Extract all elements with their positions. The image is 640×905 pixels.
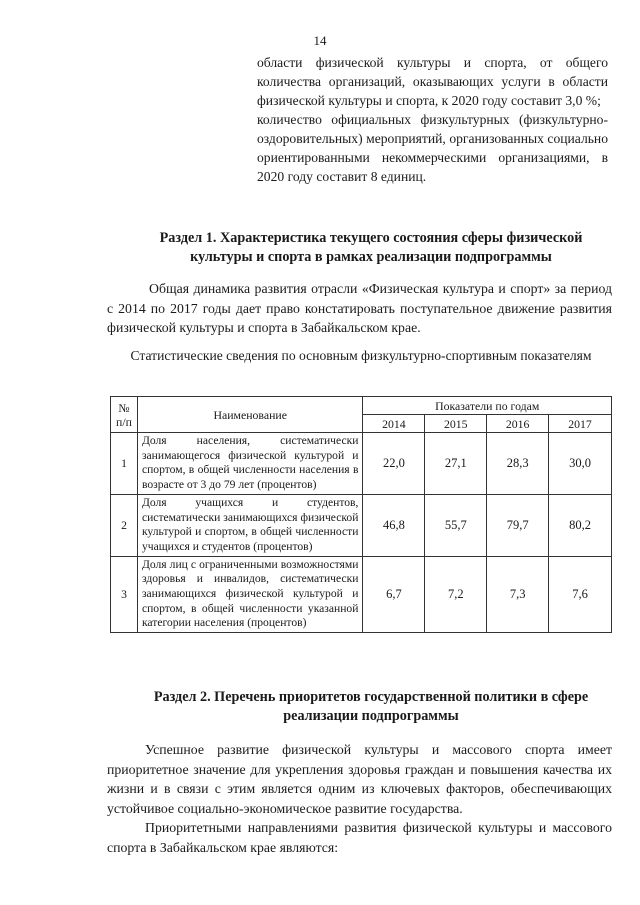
- row-value: 55,7: [425, 494, 487, 556]
- row-value: 6,7: [363, 556, 425, 633]
- table-row: [111, 556, 612, 633]
- statistics-table: [110, 396, 612, 633]
- section-2-paragraph-1: Успешное развитие физической культуры и массового спорта имеет приоритетное значение для укрепления здоровья граждан и повышения качества их жизни и в связи с этим является одним из ключевых факторов, обеспечивающих устойчивое социально-экономическое развитие государства.: [107, 742, 612, 816]
- row-num: 2: [111, 494, 138, 556]
- header-year: 2014: [363, 415, 425, 433]
- row-value: 80,2: [549, 494, 612, 556]
- row-value: 28,3: [487, 433, 549, 495]
- section-2-paragraph-2: Приоритетными направлениями развития физической культуры и массового спорта в Забайкальском крае являются:: [107, 820, 612, 855]
- row-name: Доля учащихся и студентов, систематически занимающихся физической культурой и спортом, в общей численности учащихся и студентов (процентов): [137, 494, 362, 556]
- table-row: [111, 494, 612, 556]
- row-value: 22,0: [363, 433, 425, 495]
- header-year: 2017: [549, 415, 612, 433]
- header-years-group: Показатели по годам: [363, 397, 612, 415]
- row-value: 27,1: [425, 433, 487, 495]
- section-2-heading: Раздел 2. Перечень приоритетов государственной политики в сфере реализации подпрограммы: [153, 689, 589, 724]
- bullet-item-2: количество официальных физкультурных (физкультурно-оздоровительных) мероприятий, организованных социально ориентированными некоммерческими организациями, в 2020 году составит 8 единиц.: [257, 112, 608, 184]
- section-1-paragraph: Общая динамика развития отрасли «Физическая культура и спорт» за период с 2014 по 2017 годы дает право констатировать поступательное движение развития физической культуры и спорта в Забайкальском крае.: [107, 281, 612, 335]
- table-caption: Статистические сведения по основным физкультурно-спортивным показателям: [130, 348, 592, 363]
- row-name: Доля лиц с ограниченными возможностями здоровья и инвалидов, систематически занимающихся физической культурой и спортом, в общей численности указанной категории населения (процентов): [137, 556, 362, 633]
- bullet-item-1: области физической культуры и спорта, от общего количества организаций, оказывающих услуги в области физической культуры и спорта, к 2020 году составит 3,0 %;: [257, 55, 608, 108]
- row-num: 1: [111, 433, 138, 495]
- row-value: 7,2: [425, 556, 487, 633]
- header-num: № п/п: [111, 397, 138, 433]
- row-value: 7,3: [487, 556, 549, 633]
- row-value: 46,8: [363, 494, 425, 556]
- section-1-heading: Раздел 1. Характеристика текущего состояния сферы физической культуры и спорта в рамках реализации подпрограммы: [159, 230, 583, 265]
- table-row: [111, 433, 612, 495]
- header-name: Наименование: [137, 397, 362, 433]
- row-value: 7,6: [549, 556, 612, 633]
- header-year: 2015: [425, 415, 487, 433]
- row-num: 3: [111, 556, 138, 633]
- bullet-list: [257, 53, 608, 186]
- row-name: Доля населения, систематически занимающегося физической культурой и спортом, в общей численности населения в возрасте от 3 до 79 лет (процентов): [137, 433, 362, 495]
- section-2-body: [107, 740, 612, 857]
- page-number: 14: [313, 33, 327, 48]
- header-year: 2016: [487, 415, 549, 433]
- row-value: 30,0: [549, 433, 612, 495]
- row-value: 79,7: [487, 494, 549, 556]
